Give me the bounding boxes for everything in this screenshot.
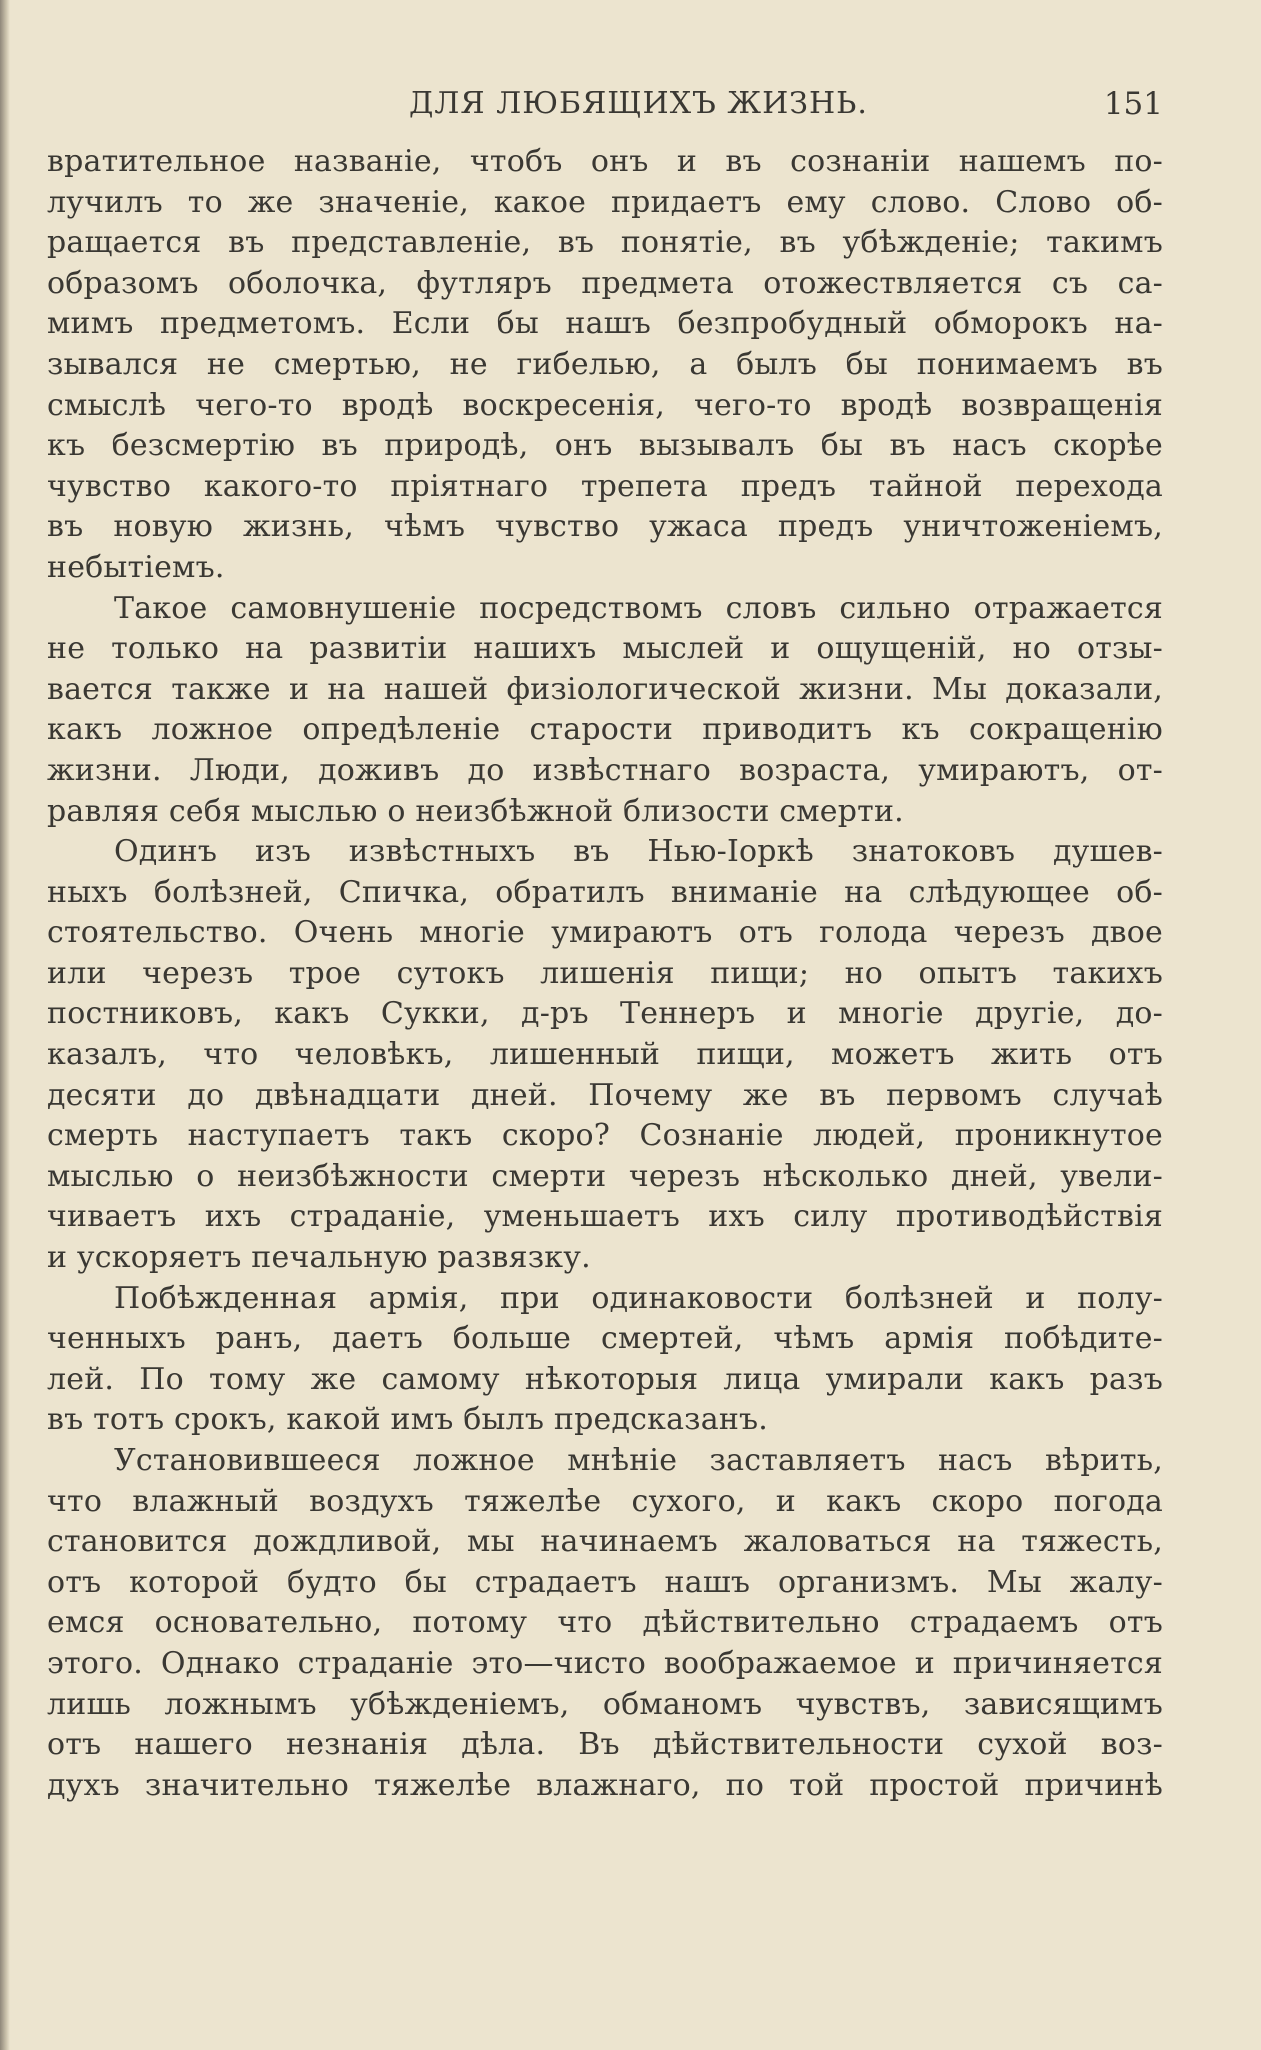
text-line: чиваетъ ихъ страданіе, уменьшаетъ ихъ силу противодѣйствія [47, 1199, 1163, 1235]
page-binding-edge [0, 0, 10, 2050]
text-line: не только на развитіи нашихъ мыслей и ощущеній, но отзы- [47, 631, 1163, 667]
paragraph-start-line: Побѣжденная армія, при одинаковости болѣзней и полу- [114, 1280, 1163, 1316]
text-line: стоятельство. Очень многіе умираютъ отъ голода черезъ двое [47, 915, 1163, 951]
paragraph-end-line: небытіемъ. [47, 549, 225, 585]
text-line: ращается въ представленіе, въ понятіе, въ убѣжденіе; такимъ [47, 225, 1163, 261]
text-line: образомъ оболочка, футляръ предмета отожествляется съ са- [47, 265, 1163, 301]
text-line: или черезъ трое сутокъ лишенія пищи; но опытъ такихъ [47, 955, 1163, 991]
text-line: этого. Однако страданіе это—чисто воображаемое и причиняется [47, 1645, 1163, 1681]
text-line: казалъ, что человѣкъ, лишенный пищи, можетъ жить отъ [47, 1037, 1163, 1073]
text-line: какъ ложное опредѣленіе старости приводитъ къ сокращенію [47, 712, 1163, 748]
text-line: лучилъ то же значеніе, какое придаетъ ему слово. Слово об- [47, 184, 1163, 220]
text-line: къ безсмертію въ природѣ, онъ вызывалъ бы въ насъ скорѣе [47, 428, 1163, 464]
text-line: мимъ предметомъ. Если бы нашъ безпробудный обморокъ на- [47, 306, 1163, 342]
text-line: зывался не смертью, не гибелью, а былъ бы понимаемъ въ [47, 346, 1163, 382]
text-line: постниковъ, какъ Сукки, д-ръ Теннеръ и многіе другіе, до- [47, 996, 1163, 1032]
text-line: ныхъ болѣзней, Спичка, обратилъ вниманіе на слѣдующее об- [47, 874, 1163, 910]
paragraph-start-line: Одинъ изъ извѣстныхъ въ Нью-Іоркѣ знатоковъ душев- [114, 834, 1163, 870]
running-title: ДЛЯ ЛЮБЯЩИХЪ ЖИЗНЬ. [409, 86, 868, 121]
book-page [47, 80, 1163, 1806]
text-line: ченныхъ ранъ, даетъ больше смертей, чѣмъ армія побѣдите- [47, 1321, 1163, 1357]
text-line: лей. По тому же самому нѣкоторыя лица умирали какъ разъ [47, 1361, 1163, 1397]
text-line: вратительное названіе, чтобъ онъ и въ сознаніи нашемъ по- [47, 144, 1163, 179]
text-line: мыслью о неизбѣжности смерти черезъ нѣсколько дней, увели- [47, 1158, 1163, 1194]
text-line: десяти до двѣнадцати дней. Почему же въ первомъ случаѣ [47, 1077, 1163, 1113]
text-line: смерть наступаетъ такъ скоро? Сознаніе людей, проникнутое [47, 1118, 1163, 1154]
paragraph-start-line: Установившееся ложное мнѣніе заставляетъ насъ вѣрить, [114, 1443, 1163, 1478]
text-line: вается также и на нашей физіологической жизни. Мы доказали, [47, 671, 1163, 707]
paragraph-end-line: въ тотъ срокъ, какой имъ былъ предсказанъ. [47, 1402, 769, 1438]
paragraph-start-line: Такое самовнушеніе посредствомъ словъ сильно отражается [114, 590, 1163, 626]
paragraph-end-line: равляя себя мыслью о неизбѣжной близости смерти. [47, 793, 904, 829]
text-line: лишь ложнымъ убѣжденіемъ, обманомъ чувствъ, зависящимъ [47, 1686, 1163, 1722]
text-line: жизни. Люди, доживъ до извѣстнаго возраста, умираютъ, от- [47, 752, 1163, 788]
paragraph-end-line: и ускоряетъ печальную развязку. [47, 1240, 591, 1276]
text-line: становится дождливой, мы начинаемъ жаловаться на тяжесть, [47, 1524, 1163, 1560]
text-line: отъ которой будто бы страдаетъ нашъ организмъ. Мы жалу- [47, 1564, 1163, 1600]
text-line: емся основательно, потому что дѣйствительно страдаемъ отъ [47, 1605, 1163, 1641]
text-line: чувство какого-то пріятнаго трепета предъ тайной перехода [47, 468, 1163, 504]
text-line: что влажный воздухъ тяжелѣе сухого, и какъ скоро погода [47, 1483, 1163, 1519]
text-line: духъ значительно тяжелѣе влажнаго, по той простой причинѣ [47, 1767, 1163, 1803]
body-text [47, 142, 1163, 1806]
text-line: отъ нашего незнанія дѣла. Въ дѣйствительности сухой воз- [47, 1727, 1163, 1763]
text-line: въ новую жизнь, чѣмъ чувство ужаса предъ уничтоженіемъ, [47, 509, 1163, 545]
text-line: смыслѣ чего-то вродѣ воскресенія, чего-то вродѣ возвращенія [47, 387, 1163, 423]
running-head [47, 80, 1163, 136]
page-number: 151 [1103, 86, 1163, 122]
